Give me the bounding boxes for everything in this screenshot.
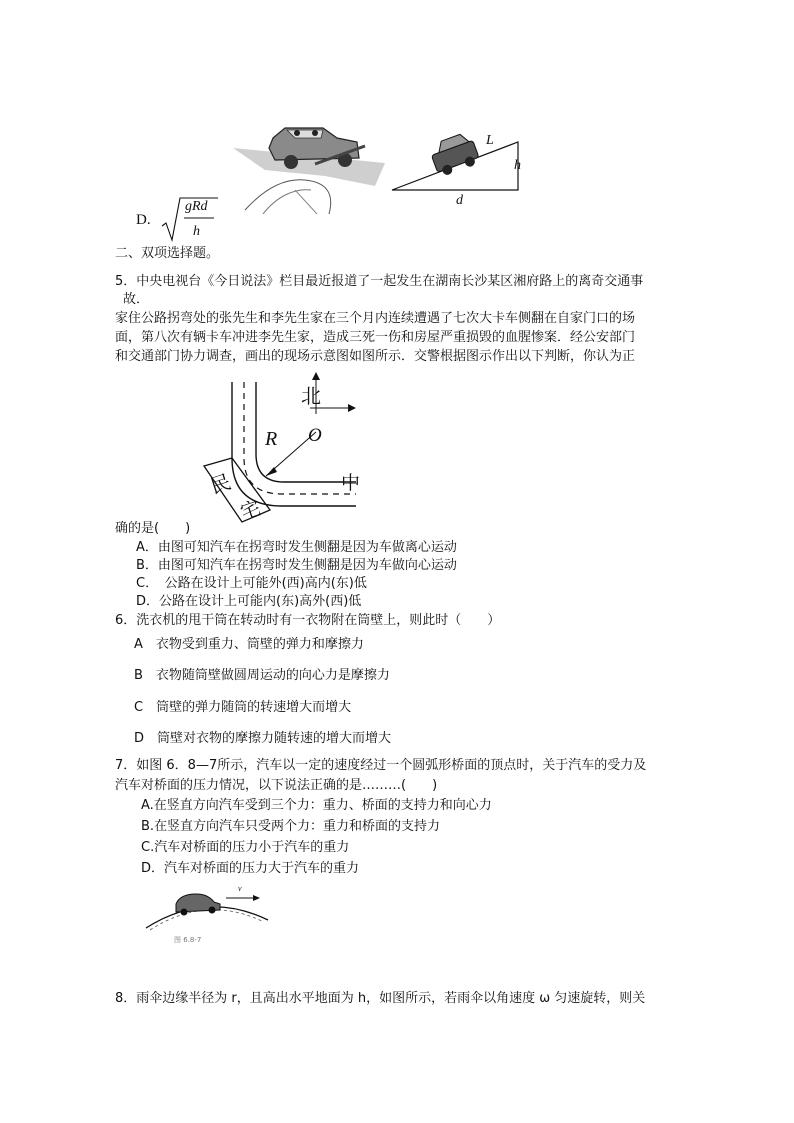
bridge-velocity-label: v <box>238 884 242 893</box>
q5-line-3: 家住公路拐弯处的张先生和李先生家在三个月内连续遭遇了七次大卡车侧翻在自家门口的场 <box>115 311 636 326</box>
house-label-1: 民 <box>207 469 234 499</box>
q5-line-6: 确的是( ) <box>115 521 191 536</box>
q7-line-1: 7．如图 6．8—7所示，汽车以一定的速度经过一个圆弧形桥面的顶点时，关于汽车的受力及 <box>115 758 647 773</box>
road-label-O: O <box>308 425 322 446</box>
formula-numerator: gRd <box>185 199 208 214</box>
q7-line-2: 汽车对桥面的压力情况，以下说法正确的是………( ) <box>115 778 438 793</box>
road-label-R: R <box>265 428 278 450</box>
q6-option-b: B 衣物随筒壁做圆周运动的向心力是摩擦力 <box>134 668 390 683</box>
formula-denominator: h <box>193 224 200 239</box>
section-2-title: 二、双项选择题。 <box>115 246 220 261</box>
q7-option-b: B.在竖直方向汽车只受两个力：重力和桥面的支持力 <box>141 819 441 834</box>
slope-label-h: h <box>514 158 521 173</box>
q7-option-c: C.汽车对桥面的压力小于汽车的重力 <box>141 840 350 855</box>
q5-option-a: A．由图可知汽车在拐弯时发生侧翻是因为车做离心运动 <box>136 540 457 555</box>
house-label-2: 宅 <box>237 495 264 525</box>
q5-line-5: 和交通部门协力调查，画出的现场示意图如图所示．交警根据图示作出以下判断，你认为正 <box>115 349 636 364</box>
road-label-center: 中 <box>341 472 361 494</box>
q7-option-a: A.在竖直方向汽车受到三个力：重力、桥面的支持力和向心力 <box>141 798 492 813</box>
slope-label-L: L <box>486 133 494 148</box>
option-d-label: D. <box>136 212 151 228</box>
q5-line-1: 5．中央电视台《今日说法》栏目最近报道了一起发生在湖南长沙某区湘府路上的离奇交通事 <box>115 274 644 289</box>
bridge-figure <box>140 880 280 950</box>
q6-option-d: D 筒壁对衣物的摩擦力随转速的增大而增大 <box>134 731 392 746</box>
q5-line-4: 面，第八次有辆卡车冲进李先生家，造成三死一伤和房屋严重损毁的血腥惨案．经公安部门 <box>115 330 636 345</box>
q6-stem: 6．洗衣机的甩干筒在转动时有一衣物附在筒壁上，则此时（ ） <box>115 613 501 628</box>
bridge-caption: 图 6.8-7 <box>174 936 202 944</box>
car-turning-figure <box>225 118 390 218</box>
q5-option-d: D．公路在设计上可能内(东)高外(西)低 <box>136 594 362 609</box>
road-label-north: 北 <box>301 384 321 408</box>
q6-option-c: C 筒壁的弹力随筒的转速增大而增大 <box>134 700 352 715</box>
q7-option-d: D．汽车对桥面的压力大于汽车的重力 <box>141 861 360 876</box>
road-diagram <box>196 370 366 530</box>
q5-option-b: B．由图可知汽车在拐弯时发生侧翻是因为车做向心运动 <box>136 558 457 573</box>
q6-option-a: A 衣物受到重力、筒壁的弹力和摩擦力 <box>134 637 364 652</box>
q8-line-1: 8．雨伞边缘半径为 r，且高出水平地面为 h，如图所示，若雨伞以角速度 ω 匀速旋转，则关 <box>115 991 646 1006</box>
q5-option-c: C． 公路在设计上可能外(西)高内(东)低 <box>136 576 367 591</box>
slope-label-d: d <box>456 193 463 208</box>
q5-line-2: 故． <box>123 292 150 307</box>
